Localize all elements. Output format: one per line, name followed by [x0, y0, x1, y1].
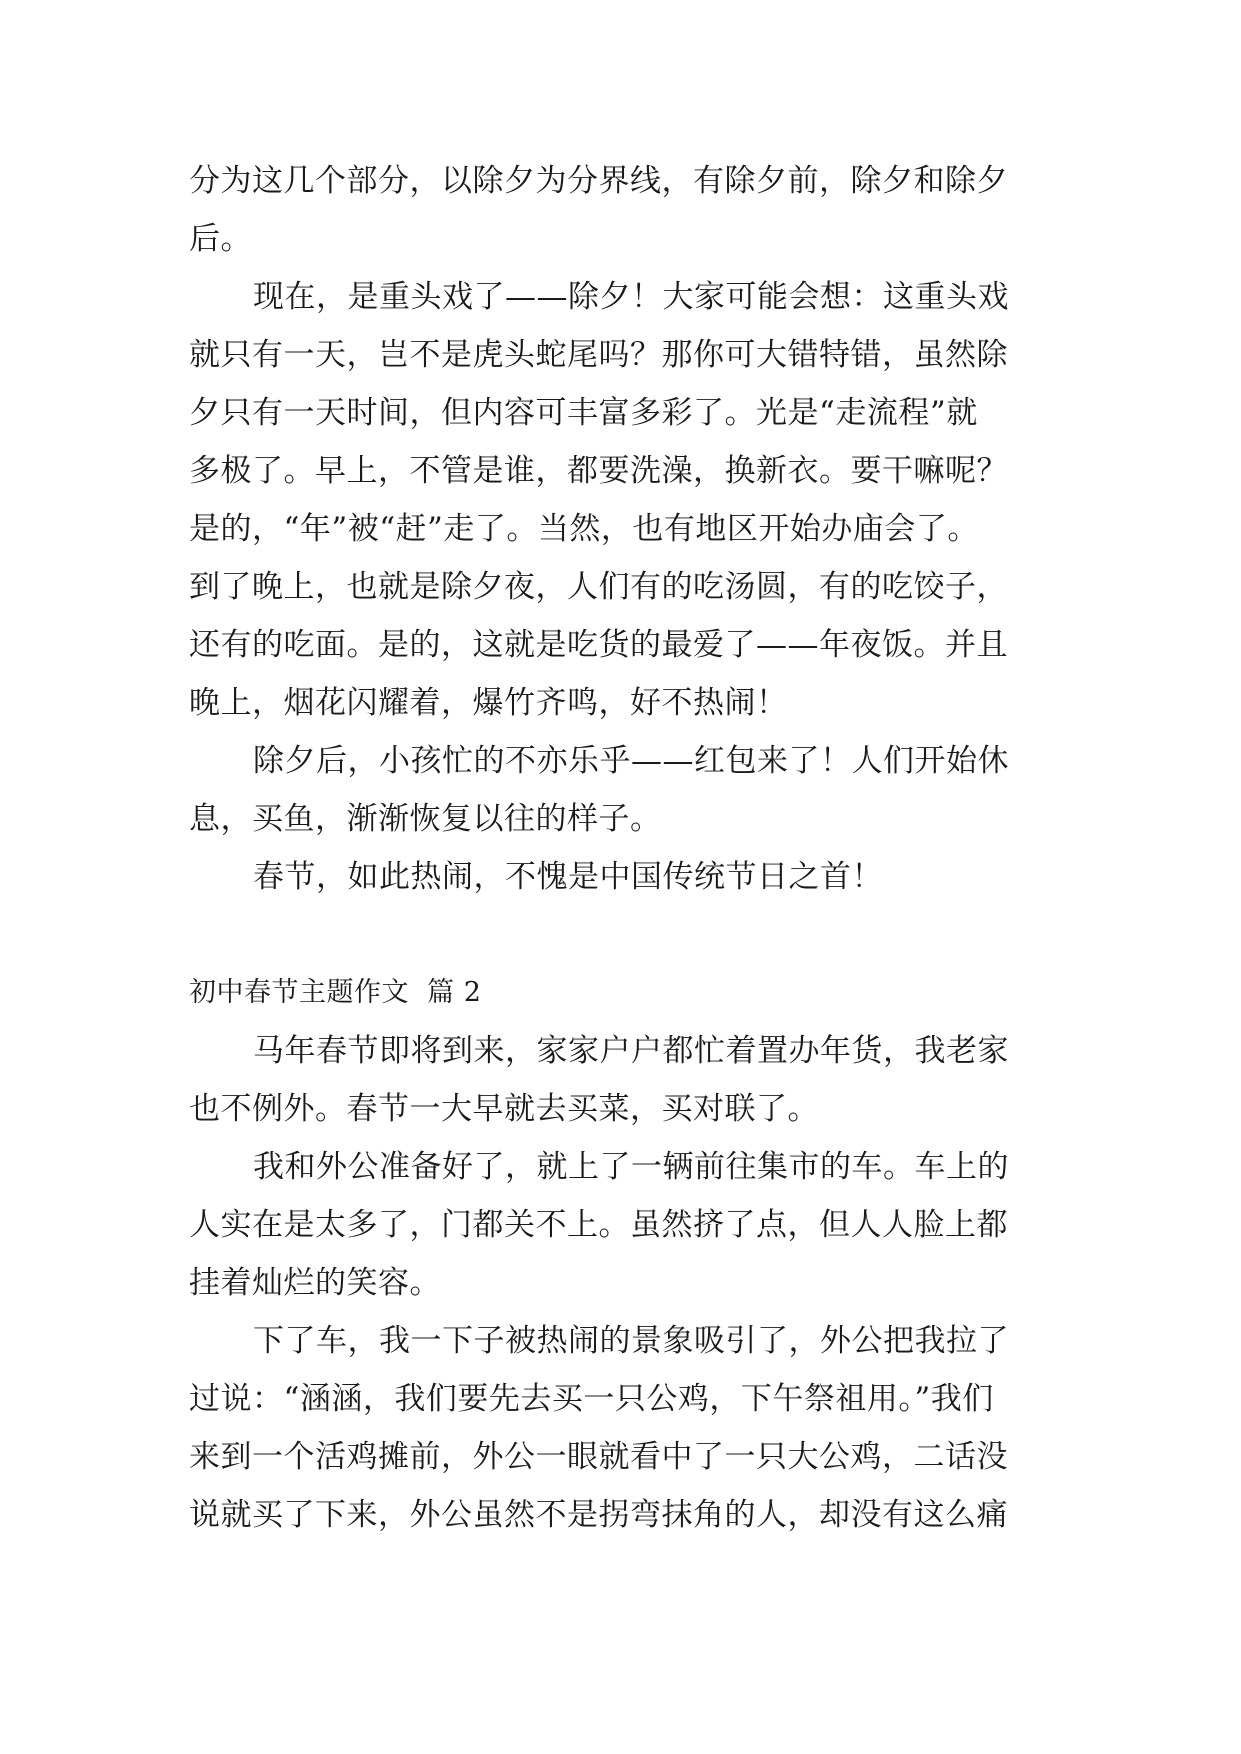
section-two [189, 964, 1055, 1544]
text-line: 人实在是太多了，门都关不上。虽然挤了点，但人人脸上都 [189, 1207, 1008, 1243]
text-line: 春节，如此热闹，不愧是中国传统节日之首！ [253, 859, 883, 895]
text-line: 分为这几个部分，以除夕为分界线，有除夕前，除夕和除夕 [189, 163, 1008, 199]
essay-heading: 初中春节主题作文 篇 2 [189, 977, 482, 1008]
text-line: 夕只有一天时间，但内容可丰富多彩了。光是“走流程”就 [189, 395, 978, 431]
text-line: 除夕后，小孩忙的不亦乐乎——红包来了！人们开始休 [253, 743, 1009, 779]
text-line: 马年春节即将到来，家家户户都忙着置办年货，我老家 [253, 1033, 1009, 1069]
text-line: 下了车，我一下子被热闹的景象吸引了，外公把我拉了 [253, 1323, 1009, 1359]
text-line: 挂着灿烂的笑容。 [189, 1265, 441, 1301]
text-line: 过说：“涵涵，我们要先去买一只公鸡，下午祭祖用。”我们 [189, 1381, 994, 1417]
paragraph-intro [189, 152, 1055, 268]
text-line: 到了晚上，也就是除夕夜，人们有的吃汤圆，有的吃饺子， [189, 569, 1008, 605]
text-line: 多极了。早上，不管是谁，都要洗澡，换新衣。要干嘛呢？ [189, 453, 1008, 489]
paragraph-conclusion [189, 848, 1055, 906]
text-line: 来到一个活鸡摊前，外公一眼就看中了一只大公鸡，二话没 [189, 1439, 1008, 1475]
paragraph-after-eve [189, 732, 1055, 848]
text-line: 现在，是重头戏了——除夕！大家可能会想：这重头戏 [253, 279, 1009, 315]
paragraph-market [189, 1312, 1055, 1544]
text-line: 也不例外。春节一大早就去买菜，买对联了。 [189, 1091, 819, 1127]
section-one [189, 152, 1055, 906]
text-line: 后。 [189, 221, 252, 257]
section-spacer [189, 906, 1055, 964]
text-line: 息，买鱼，渐渐恢复以往的样子。 [189, 801, 662, 837]
paragraph-new-years-eve [189, 268, 1055, 732]
text-line: 我和外公准备好了，就上了一辆前往集市的车。车上的 [253, 1149, 1009, 1185]
text-line: 就只有一天，岂不是虎头蛇尾吗？那你可大错特错，虽然除 [189, 337, 1008, 373]
text-line: 晚上，烟花闪耀着，爆竹齐鸣，好不热闹！ [189, 685, 788, 721]
document-page [189, 152, 1055, 1544]
text-line: 说就买了下来，外公虽然不是拐弯抹角的人，却没有这么痛 [189, 1497, 1008, 1533]
text-line: 还有的吃面。是的，这就是吃货的最爱了——年夜饭。并且 [189, 627, 1008, 663]
text-line: 是的，“年”被“赶”走了。当然，也有地区开始办庙会了。 [189, 511, 979, 547]
paragraph-preparation [189, 1022, 1055, 1138]
paragraph-bus-ride [189, 1138, 1055, 1312]
